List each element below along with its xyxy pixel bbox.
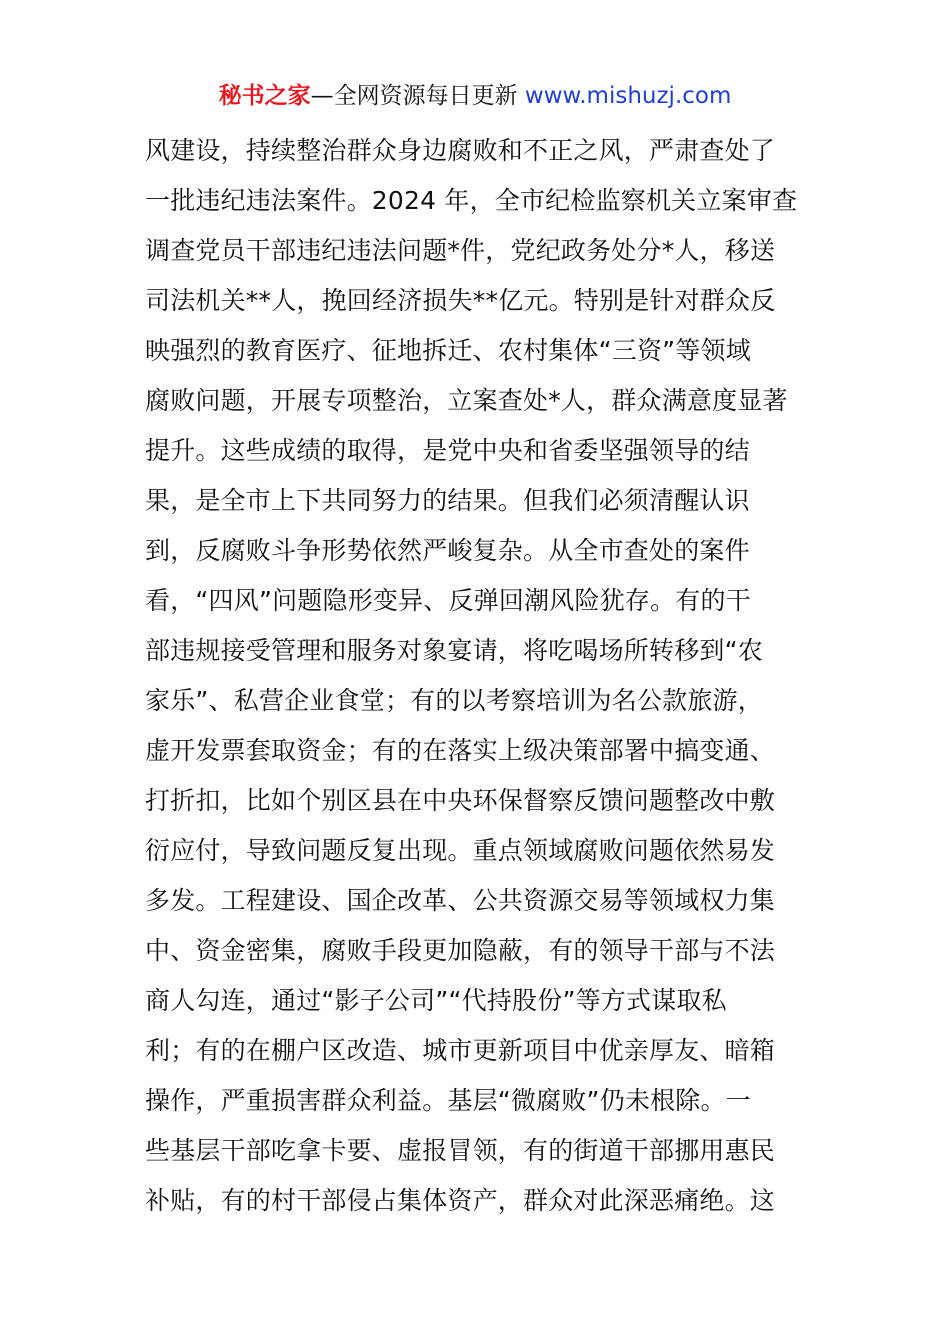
brand-name: 秘书之家	[218, 83, 311, 109]
text-line: 操作，严重损害群众利益。基层“微腐败”仍未根除。一	[145, 1086, 751, 1115]
text-line: 多发。工程建设、国企改革、公共资源交易等领域权力集	[145, 886, 776, 915]
text-line: 中、资金密集，腐败手段更加隐蔽，有的领导干部与不法	[145, 936, 776, 965]
text-line: 补贴，有的村干部侵占集体资产，群众对此深恶痛绝。这	[145, 1186, 776, 1215]
text-line: 果，是全市上下共同努力的结果。但我们必须清醒认识	[145, 486, 750, 515]
text-line: 打折扣，比如个别区县在中央环保督察反馈问题整改中敷	[145, 786, 776, 815]
text-line: 一批违纪违法案件。2024 年，全市纪检监察机关立案审查	[145, 186, 798, 215]
text-line: 商人勾连，通过“影子公司”“代持股份”等方式谋取私	[145, 986, 727, 1015]
site-header	[0, 78, 950, 114]
text-line: 腐败问题，开展专项整治，立案查处*人，群众满意度显著	[145, 386, 788, 415]
text-line: 虚开发票套取资金；有的在落实上级决策部署中搞变通、	[145, 736, 776, 765]
text-line: 利；有的在棚户区改造、城市更新项目中优亲厚友、暗箱	[145, 1036, 776, 1065]
text-line: 家乐”、私营企业食堂；有的以考察培训为名公款旅游，	[145, 686, 763, 715]
text-line: 到，反腐败斗争形势依然严峻复杂。从全市查处的案件	[145, 536, 750, 565]
text-line: 调查党员干部违纪违法问题*件，党纪政务处分*人，移送	[145, 236, 776, 265]
text-line: 部违规接受管理和服务对象宴请，将吃喝场所转移到“农	[145, 636, 763, 665]
text-line: 提升。这些成绩的取得，是党中央和省委坚强领导的结	[145, 436, 750, 465]
text-line: 风建设，持续整治群众身边腐败和不正之风，严肃查处了	[145, 136, 776, 165]
text-line: 司法机关**人，挽回经济损失**亿元。特别是针对群众反	[145, 286, 776, 315]
text-line: 看，“四风”问题隐形变异、反弹回潮风险犹存。有的干	[145, 586, 751, 615]
text-line: 衍应付，导致问题反复出现。重点领域腐败问题依然易发	[145, 836, 776, 865]
text-line: 映强烈的教育医疗、征地拆迁、农村集体“三资”等领域	[145, 336, 751, 365]
document-body	[145, 126, 815, 1226]
text-line: 些基层干部吃拿卡要、虚报冒领，有的街道干部挪用惠民	[145, 1136, 776, 1165]
site-url-link[interactable]: www.mishuzj.com	[524, 83, 732, 109]
header-tagline: —全网资源每日更新	[310, 83, 518, 109]
